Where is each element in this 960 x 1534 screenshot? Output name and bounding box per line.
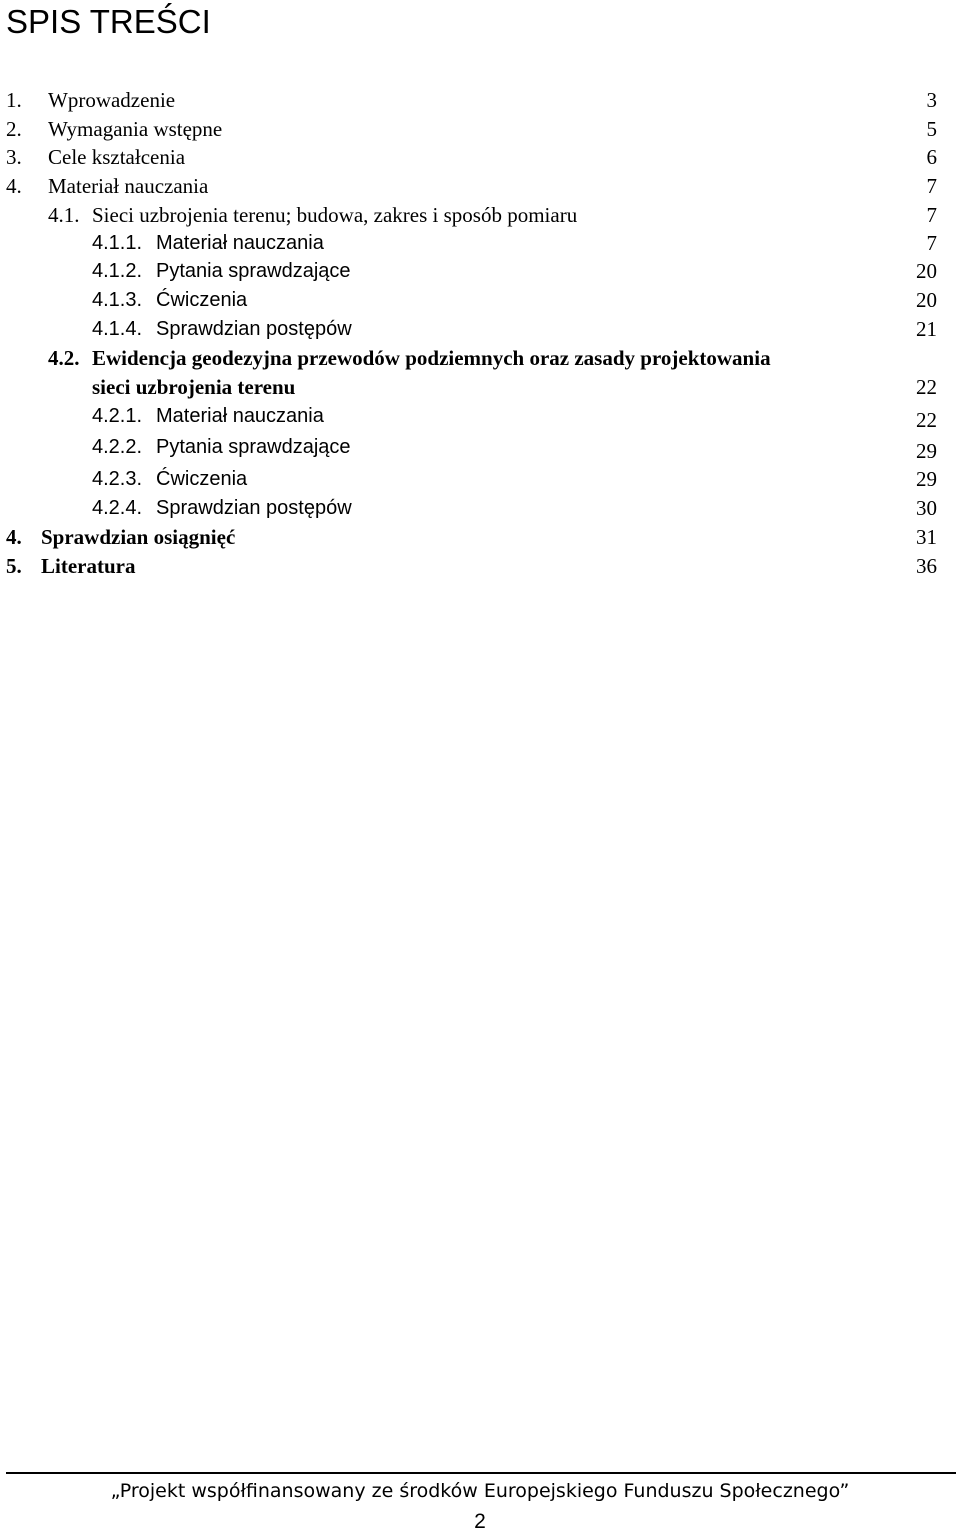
toc-title: Sprawdzian postępów xyxy=(156,497,352,519)
toc-title: Materiał nauczania xyxy=(156,232,324,254)
toc-number: 4.2. xyxy=(48,346,80,370)
toc-number: 4.2.4. xyxy=(92,497,143,519)
toc-page-number: 21 xyxy=(916,317,937,341)
toc-title: Ćwiczenia xyxy=(156,289,248,311)
toc-page-number: 6 xyxy=(926,145,937,169)
toc-entry-sprawdzian[interactable] xyxy=(0,523,960,552)
toc-entry-literatura[interactable] xyxy=(0,552,960,581)
toc-title: Pytania sprawdzające xyxy=(156,260,351,282)
toc-number: 4.1. xyxy=(48,203,80,227)
page-title: SPIS TREŚCI xyxy=(6,3,211,40)
footer-divider xyxy=(6,1472,956,1474)
toc-title: Ćwiczenia xyxy=(156,468,248,490)
toc-title: Cele kształcenia xyxy=(48,145,186,169)
toc-page-number: 31 xyxy=(916,525,937,549)
toc-page-number: 5 xyxy=(926,117,937,141)
toc-number: 5. xyxy=(6,554,22,578)
toc-entry-4-1-2[interactable] xyxy=(0,257,960,286)
toc-page-number: 20 xyxy=(916,288,937,312)
toc-entry-4-2-2[interactable] xyxy=(0,433,960,462)
toc-page-number: 29 xyxy=(916,439,937,463)
toc-number: 3. xyxy=(6,145,22,169)
toc-title-continuation: sieci uzbrojenia terenu xyxy=(92,375,296,399)
toc-title: Materiał nauczania xyxy=(156,405,324,427)
toc-number: 1. xyxy=(6,88,22,112)
toc-entry-cele[interactable] xyxy=(0,143,960,172)
toc-entry-wprowadzenie[interactable] xyxy=(0,86,960,115)
toc-page-number: 29 xyxy=(916,467,937,491)
toc-title: Ewidencja geodezyjna przewodów podziemnych oraz zasady projektowania xyxy=(92,346,771,370)
toc-title: Wprowadzenie xyxy=(48,88,176,112)
toc-title: Sprawdzian postępów xyxy=(156,318,352,340)
toc-number: 4.1.4. xyxy=(92,318,143,340)
toc-page-number: 3 xyxy=(926,88,937,112)
toc-number: 2. xyxy=(6,117,22,141)
toc-page-number: 22 xyxy=(916,375,937,399)
toc-number: 4.1.1. xyxy=(92,232,143,254)
toc-page-number: 7 xyxy=(926,231,937,255)
toc-number: 4.1.3. xyxy=(92,289,143,311)
toc-number: 4. xyxy=(6,174,22,198)
toc-number: 4.2.1. xyxy=(92,405,143,427)
toc-number: 4.2.2. xyxy=(92,436,143,458)
toc-title: Wymagania wstępne xyxy=(48,117,223,141)
toc-title: Literatura xyxy=(41,554,136,578)
toc-title: Sprawdzian osiągnięć xyxy=(41,525,236,549)
toc-number: 4.1.2. xyxy=(92,260,143,282)
toc-number: 4.2.3. xyxy=(92,468,143,490)
toc-number: 4. xyxy=(6,525,22,549)
toc-entry-4-1-4[interactable] xyxy=(0,315,960,344)
toc-entry-4-2-1[interactable] xyxy=(0,402,960,431)
toc-entry-material[interactable] xyxy=(0,172,960,201)
toc-entry-4-2[interactable] xyxy=(0,344,960,402)
toc-page-number: 7 xyxy=(926,174,937,198)
toc-entry-4-2-4[interactable] xyxy=(0,494,960,523)
toc-entry-4-1[interactable] xyxy=(0,201,960,230)
toc-page-number: 20 xyxy=(916,259,937,283)
toc-entry-4-1-3[interactable] xyxy=(0,286,960,315)
toc-entry-4-1-1[interactable] xyxy=(0,229,960,258)
toc-title: Sieci uzbrojenia terenu; budowa, zakres i sposób pomiaru xyxy=(92,203,578,227)
toc-entry-wymagania[interactable] xyxy=(0,115,960,144)
toc-title: Materiał nauczania xyxy=(48,174,209,198)
toc-page-number: 22 xyxy=(916,408,937,432)
toc-page-number: 36 xyxy=(916,554,937,578)
toc-entry-4-2-3[interactable] xyxy=(0,465,960,494)
toc-title: Pytania sprawdzające xyxy=(156,436,351,458)
page-number: 2 xyxy=(474,1510,486,1533)
footer-project-note: „Projekt współfinansowany ze środków Europejskiego Funduszu Społecznego” xyxy=(110,1480,850,1502)
toc-page-number: 7 xyxy=(926,203,937,227)
toc-page-number: 30 xyxy=(916,496,937,520)
